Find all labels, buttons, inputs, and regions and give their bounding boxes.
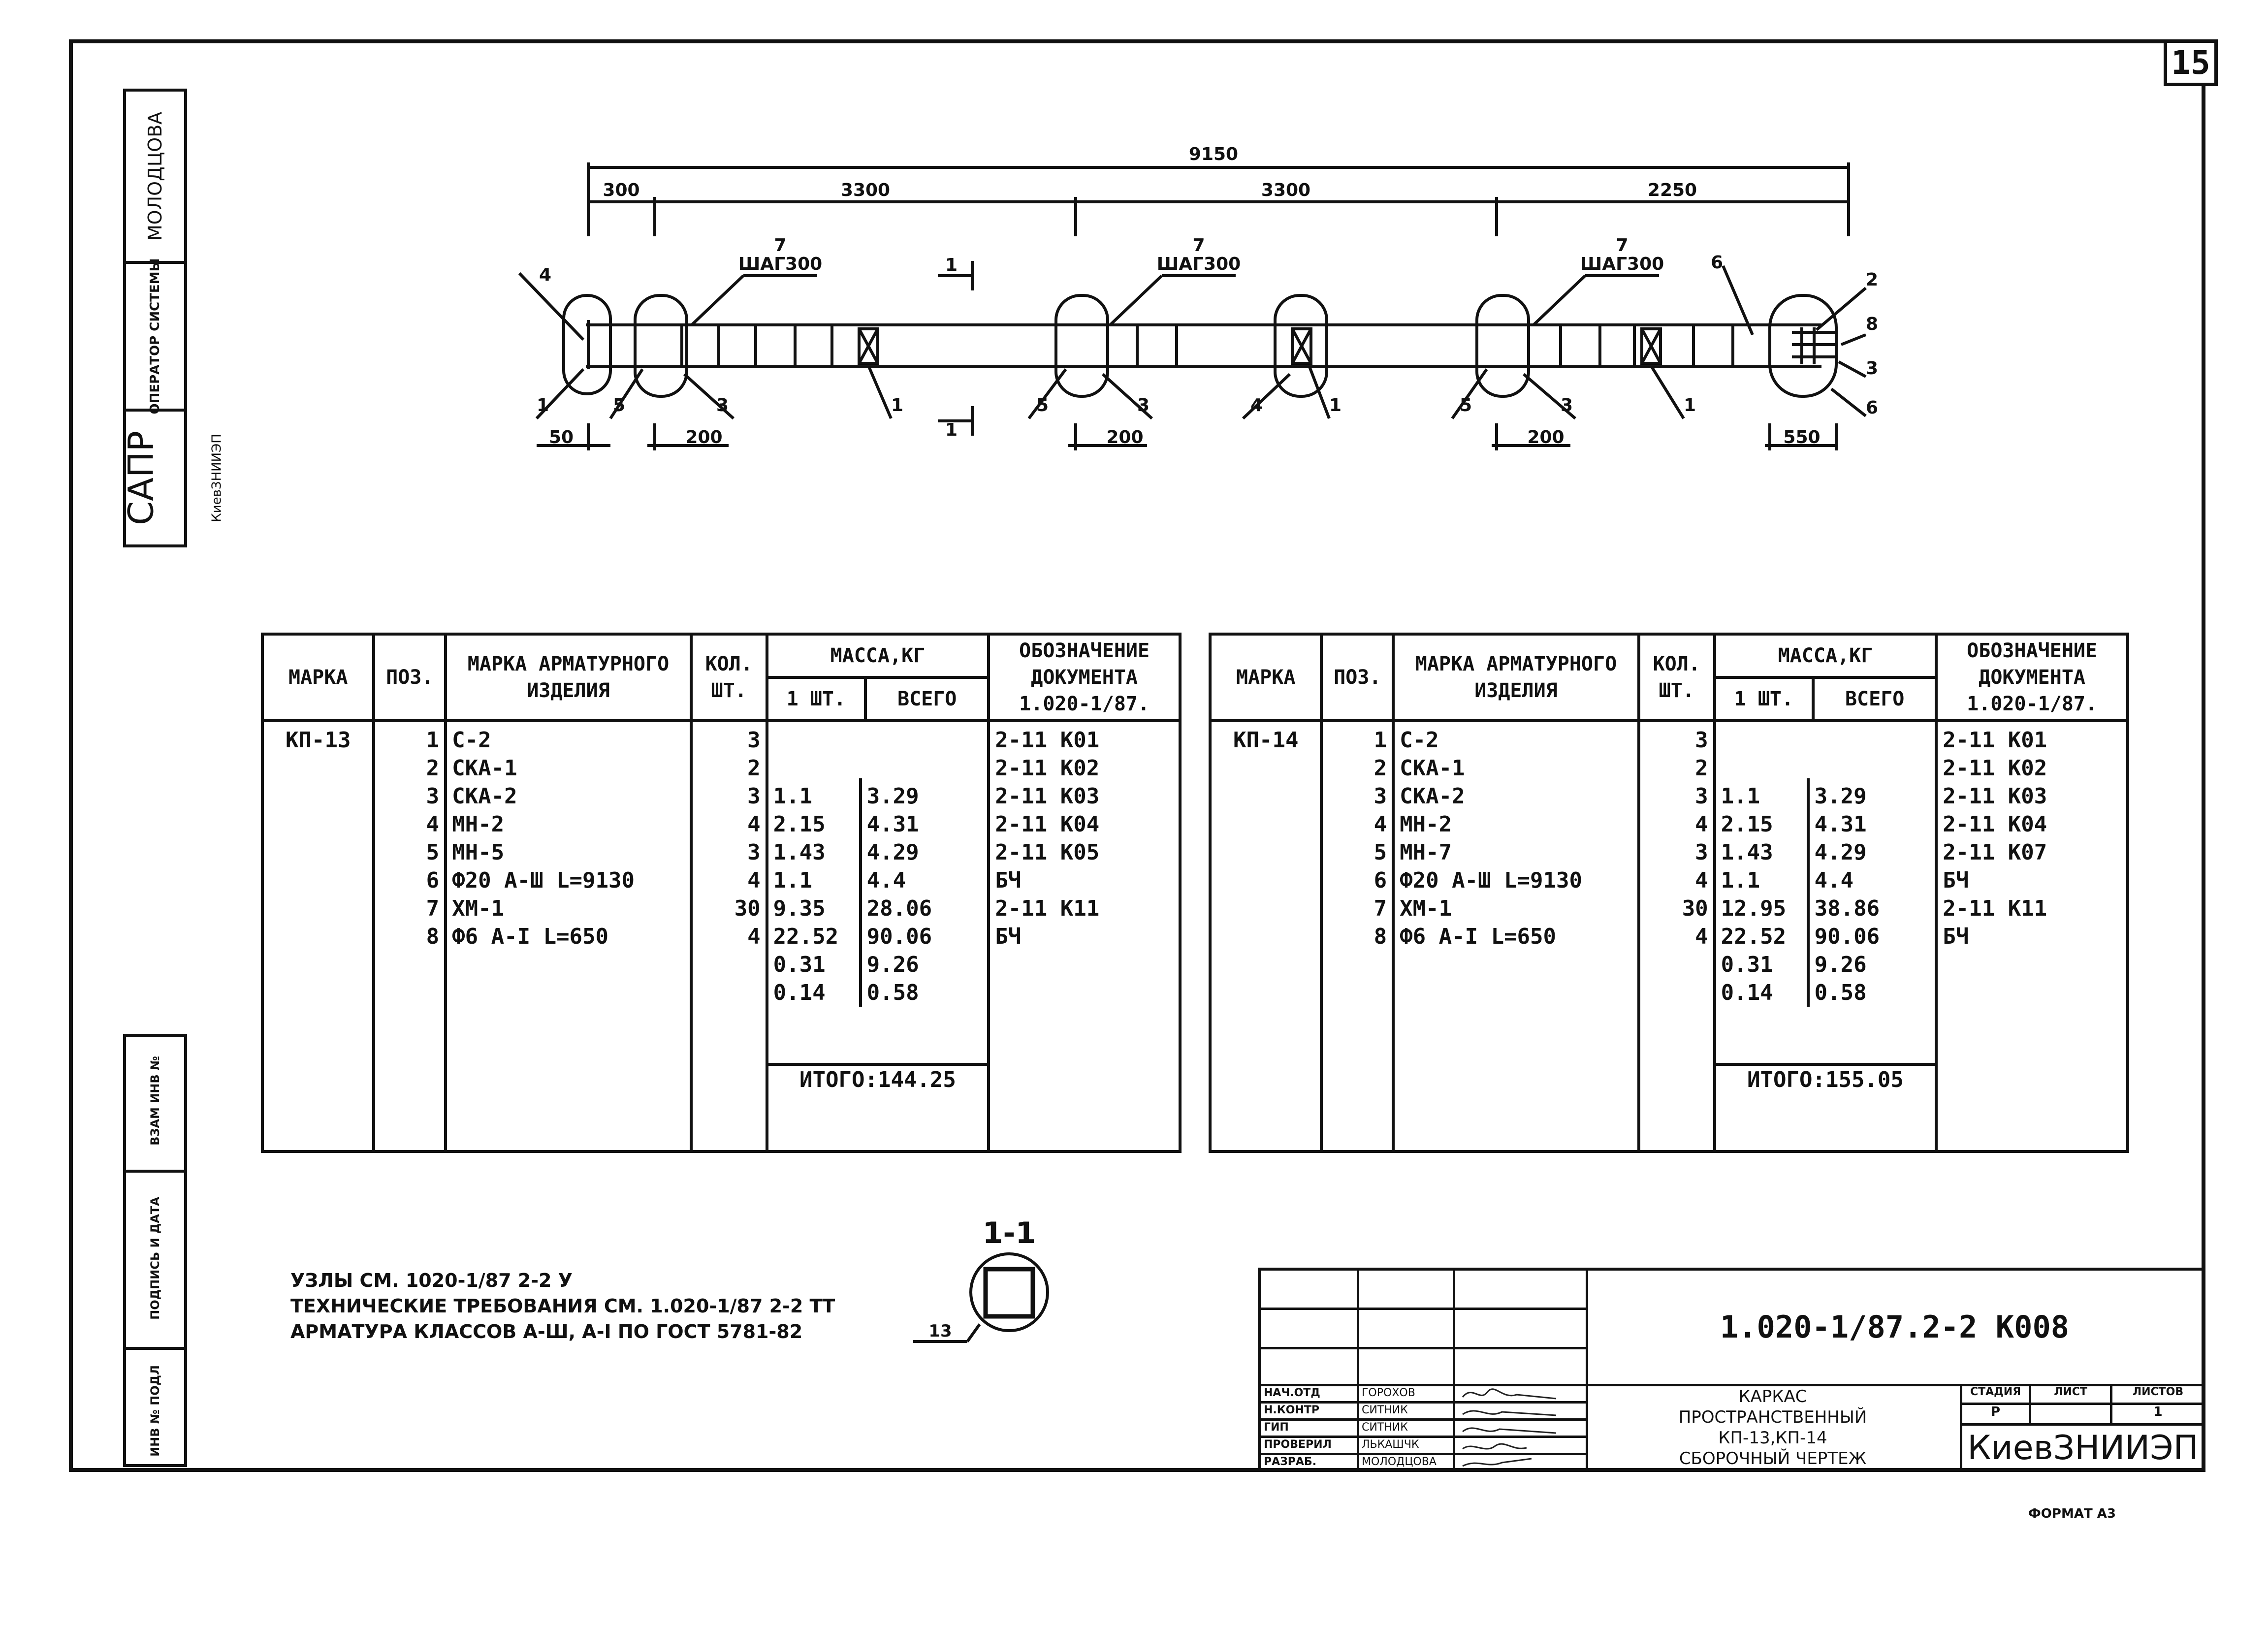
th-massa: МАССА,КГ — [767, 634, 989, 677]
dim-seg-1: 300 — [603, 180, 640, 200]
stamp-role: ОПЕРАТОР СИСТЕМЫ — [148, 258, 162, 415]
bottom-dim-2: 200 — [685, 427, 723, 447]
cell-total: 3.29 4.31 4.29 4.4 38.86 90.06 9.26 0.58 — [1814, 784, 1880, 1005]
cell-itogo: ИТОГО:155.05 — [1716, 1063, 1935, 1094]
dim-seg-3: 3300 — [1261, 180, 1311, 200]
cell-mark: КП-14 — [1210, 721, 1321, 1151]
cell-total: 3.29 4.31 4.29 4.4 28.06 90.06 9.26 0.58 — [866, 784, 932, 1005]
th-marka-izd: МАРКА АРМАТУРНОГО ИЗДЕЛИЯ — [1393, 634, 1639, 721]
th-one: 1 ШТ. — [1715, 677, 1813, 721]
cell-poz: 1 2 3 4 5 6 7 8 — [374, 721, 446, 1151]
callout-7a: 7 — [774, 235, 787, 255]
frame-elevation-drawing — [0, 0, 2268, 492]
th-massa: МАССА,КГ — [1715, 634, 1937, 677]
callout-4a: 4 — [539, 265, 552, 285]
bottom-dim-4: 200 — [1527, 427, 1565, 447]
sign-date-label: ПОДПИСЬ И ДАТА — [148, 1197, 162, 1320]
dim-seg-2: 3300 — [840, 180, 891, 200]
cell-izd: С-2 СКА-1 СКА-2 МН-2 МН-5 Ф20 А-Ш L=9130 ХМ-1 Ф6 А-I L=650 — [446, 721, 691, 1151]
inv-replace-label: ВЗАМ ИНВ № — [148, 1056, 162, 1146]
cell-kol: 3 2 3 4 3 4 30 4 — [1639, 721, 1715, 1151]
callout-1d: 1 — [1684, 395, 1696, 415]
role-proveril: ПРОВЕРИЛ — [1264, 1438, 1332, 1451]
callout-4b: 4 — [1250, 395, 1263, 415]
drawing-title: КАРКАС ПРОСТРАНСТВЕННЫЙ КП-13,КП-14 СБОРОЧНЫЙ ЧЕРТЕЖ — [1678, 1387, 1867, 1468]
stamp-org: КиевЗНИИЭП — [209, 434, 224, 522]
section-1-1 — [906, 1211, 1073, 1359]
role-n-kontr: Н.КОНТР — [1264, 1404, 1319, 1416]
callout-3a: 3 — [716, 395, 729, 415]
callout-6b: 6 — [1866, 398, 1879, 418]
th-kol: КОЛ. ШТ. — [1639, 634, 1715, 721]
callout-5c: 5 — [1460, 395, 1472, 415]
callout-3d: 3 — [1866, 358, 1879, 379]
th-poz: ПОЗ. — [1321, 634, 1393, 721]
sheets-value: 1 — [2153, 1405, 2163, 1419]
document-code: 1.020-1/87.2-2 К008 — [1720, 1309, 2070, 1345]
cell-massa — [767, 721, 989, 1151]
cell-doc: 2-11 К01 2-11 К02 2-11 К03 2-11 К04 2-11 К05 БЧ 2-11 К11 БЧ — [989, 721, 1180, 1151]
th-poz: ПОЗ. — [374, 634, 446, 721]
left-inventory-column — [123, 1034, 187, 1467]
th-marka: МАРКА — [1210, 634, 1321, 721]
dim-seg-4: 2250 — [1647, 180, 1697, 200]
cell-poz: 1 2 3 4 5 6 7 8 — [1321, 721, 1393, 1151]
callout-1c: 1 — [1329, 395, 1342, 415]
cell-izd: С-2 СКА-1 СКА-2 МН-2 МН-7 Ф20 А-Ш L=9130 ХМ-1 Ф6 А-I L=650 — [1393, 721, 1639, 1151]
cell-one: 1.1 2.15 1.43 1.1 12.95 22.52 0.31 0.14 — [1716, 778, 1810, 1007]
stage-label: СТАДИЯ — [1970, 1386, 2021, 1398]
bottom-dim-1: 50 — [548, 427, 574, 447]
signatures — [1458, 1385, 1583, 1469]
step-label-2: ШАГ300 — [1156, 254, 1241, 274]
stage-value: Р — [1990, 1405, 2001, 1419]
th-doc: ОБОЗНАЧЕНИЕ ДОКУМЕНТА 1.020-1/87. — [989, 634, 1180, 721]
cell-massa — [1715, 721, 1937, 1151]
role-razrab: РАЗРАБ. — [1264, 1456, 1317, 1468]
bottom-dim-5: 550 — [1783, 427, 1821, 447]
stamp-name: МОЛОДЦОВА — [144, 111, 166, 241]
callout-2: 2 — [1866, 270, 1879, 290]
section-mark-top: 1 — [945, 255, 958, 275]
step-label-3: ШАГ300 — [1580, 254, 1664, 274]
step-label-1: ШАГ300 — [738, 254, 823, 274]
callout-7c: 7 — [1616, 235, 1629, 255]
sheet-label: ЛИСТ — [2054, 1386, 2087, 1398]
th-marka: МАРКА — [262, 634, 374, 721]
callout-7b: 7 — [1192, 235, 1205, 255]
cell-kol: 3 2 3 4 3 4 30 4 — [691, 721, 767, 1151]
callout-3c: 3 — [1561, 395, 1573, 415]
th-total: ВСЕГО — [1813, 677, 1936, 721]
stamp-sapr: САПР — [121, 431, 161, 525]
th-doc: ОБОЗНАЧЕНИЕ ДОКУМЕНТА 1.020-1/87. — [1936, 634, 2128, 721]
title-block — [1258, 1268, 2205, 1472]
cell-mark: КП-13 — [262, 721, 374, 1151]
role-nach-otd: НАЧ.ОТД — [1264, 1387, 1320, 1399]
section-mark-bottom: 1 — [945, 420, 958, 440]
format-label: ФОРМАТ А3 — [2028, 1506, 2116, 1521]
section-callout: 13 — [928, 1321, 952, 1341]
general-notes — [290, 1268, 835, 1344]
callout-8: 8 — [1866, 314, 1879, 334]
cell-one: 1.1 2.15 1.43 1.1 9.35 22.52 0.31 0.14 — [768, 778, 862, 1007]
th-total: ВСЕГО — [865, 677, 989, 721]
th-marka-izd: МАРКА АРМАТУРНОГО ИЗДЕЛИЯ — [446, 634, 691, 721]
name-5: МОЛОДЦОВА — [1362, 1456, 1437, 1468]
cell-itogo: ИТОГО:144.25 — [768, 1063, 988, 1094]
bottom-dim-3: 200 — [1106, 427, 1144, 447]
th-kol: КОЛ. ШТ. — [691, 634, 767, 721]
callout-1a: 1 — [537, 395, 549, 415]
organization: КиевЗНИИЭП — [1967, 1429, 2199, 1468]
dim-total: 9150 — [1188, 144, 1239, 164]
cell-doc: 2-11 К01 2-11 К02 2-11 К03 2-11 К04 2-11 К07 БЧ 2-11 К11 БЧ — [1936, 721, 2128, 1151]
th-one: 1 ШТ. — [767, 677, 865, 721]
role-gip: ГИП — [1264, 1421, 1289, 1434]
name-4: ЛЬКАШЧК — [1362, 1438, 1419, 1451]
sheets-label: ЛИСТОВ — [2132, 1386, 2184, 1398]
callout-3b: 3 — [1137, 395, 1150, 415]
page-number: 15 — [2164, 39, 2218, 86]
note-1: УЗЛЫ СМ. 1020-1/87 2-2 У — [290, 1270, 573, 1291]
note-3: АРМАТУРА КЛАССОВ А-Ш, А-I ПО ГОСТ 5781-82 — [290, 1321, 803, 1342]
spec-table-kp14 — [1209, 633, 2129, 1153]
callout-5a: 5 — [613, 395, 626, 415]
section-title: 1-1 — [982, 1216, 1036, 1250]
spec-table-kp13 — [261, 633, 1182, 1153]
callout-1b: 1 — [891, 395, 904, 415]
name-2: СИТНИК — [1362, 1404, 1408, 1416]
inv-orig-label: ИНВ № ПОДЛ — [148, 1365, 162, 1457]
callout-6a: 6 — [1711, 253, 1724, 273]
callout-5b: 5 — [1036, 395, 1049, 415]
note-2: ТЕХНИЧЕСКИЕ ТРЕБОВАНИЯ СМ. 1.020-1/87 2-2 ТТ — [290, 1295, 835, 1317]
name-3: СИТНИК — [1362, 1421, 1408, 1434]
name-1: ГОРОХОВ — [1362, 1387, 1415, 1399]
